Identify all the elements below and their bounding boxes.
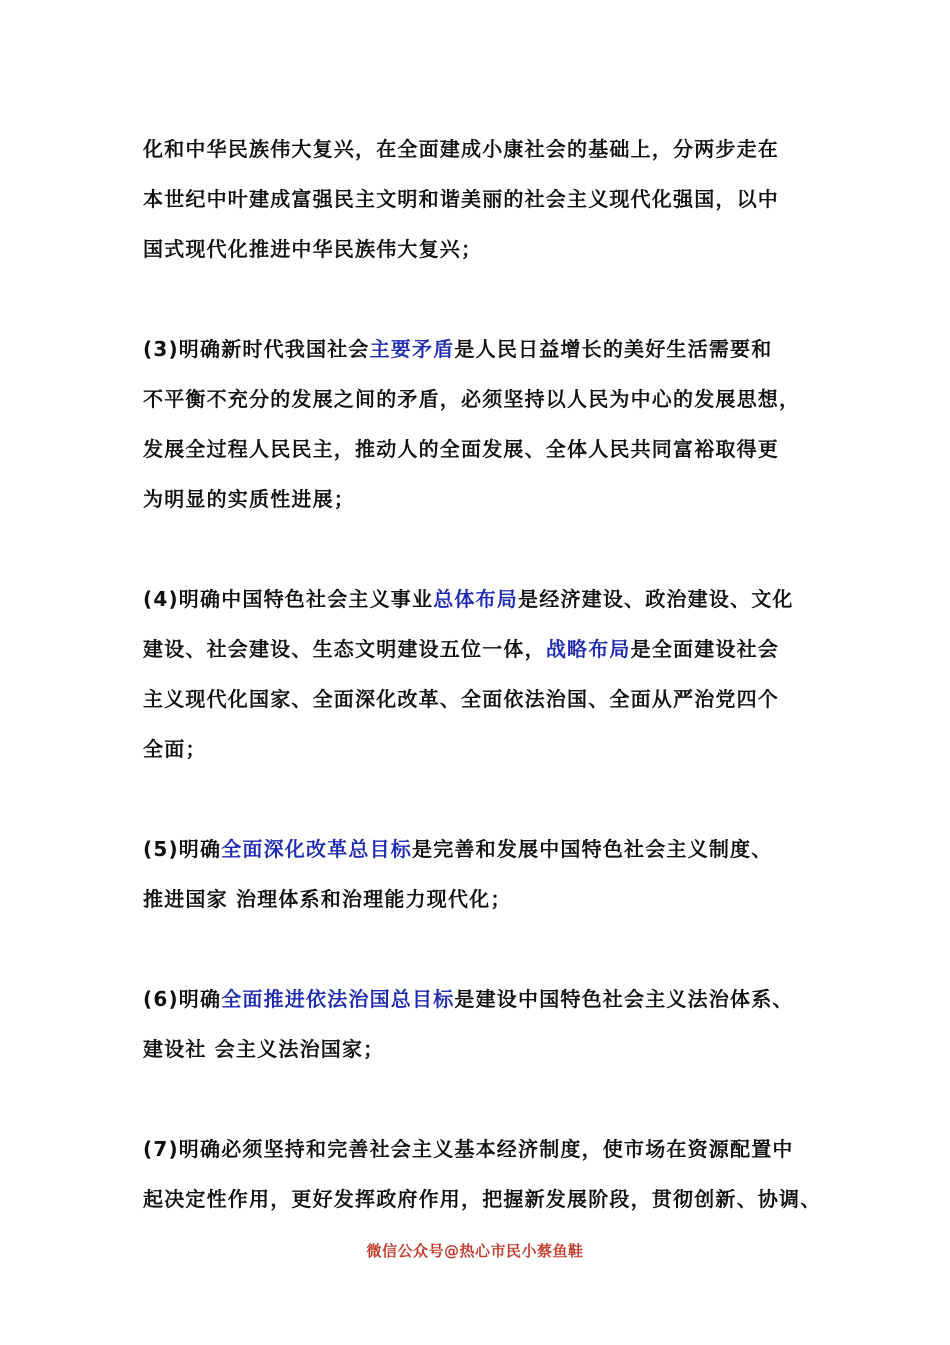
highlight-term-strategic-layout: 战略布局 xyxy=(545,637,631,661)
text-line xyxy=(143,1174,823,1224)
text-line xyxy=(143,224,823,274)
text-line xyxy=(143,624,823,674)
paragraph-4 xyxy=(143,574,823,774)
text-line xyxy=(143,1024,823,1074)
highlight-term-reform-goal: 全面深化改革总目标 xyxy=(221,837,413,861)
text-run: (5)明确 xyxy=(143,837,222,861)
text-run: 是经济建设、政治建设、文化 xyxy=(518,587,794,611)
paragraph-7 xyxy=(143,1124,823,1224)
text-run: 主义现代化国家、全面深化改革、全面依法治国、全面从严治党四个 xyxy=(143,687,779,711)
text-run: (4)明确中国特色社会主义事业 xyxy=(143,587,434,611)
paragraph-6 xyxy=(143,974,823,1074)
text-run: 是完善和发展中国特色社会主义制度、 xyxy=(412,837,773,861)
text-line xyxy=(143,974,823,1024)
watermark-footer: 微信公众号@热心市民小蔡鱼鞋 xyxy=(366,1242,584,1260)
text-line xyxy=(143,324,823,374)
text-run: 为明显的实质性进展； xyxy=(143,487,355,511)
paragraph-1 xyxy=(143,124,823,274)
text-run: 是全面建设社会 xyxy=(630,637,780,661)
text-run: (6)明确 xyxy=(143,987,222,1011)
text-run: 推进国家 治理体系和治理能力现代化； xyxy=(143,887,512,911)
text-line xyxy=(143,674,823,724)
text-line xyxy=(143,174,823,224)
text-line xyxy=(143,374,823,424)
text-line xyxy=(143,724,823,774)
text-run: 不平衡不充分的发展之间的矛盾，必须坚持以人民为中心的发展思想， xyxy=(143,387,801,411)
text-run: 国式现代化推进中华民族伟大复兴； xyxy=(143,237,483,261)
text-line xyxy=(143,474,823,524)
text-run: 建设社 会主义法治国家； xyxy=(143,1037,385,1061)
text-line xyxy=(143,424,823,474)
text-line xyxy=(143,1124,823,1174)
highlight-term-rule-of-law-goal: 全面推进依法治国总目标 xyxy=(221,987,455,1011)
text-line xyxy=(143,824,823,874)
paragraph-3 xyxy=(143,324,823,524)
text-run: 全面； xyxy=(143,737,207,761)
highlight-term-overall-layout: 总体布局 xyxy=(433,587,519,611)
text-run: (3)明确新时代我国社会 xyxy=(143,337,370,361)
text-run: 是人民日益增长的美好生活需要和 xyxy=(454,337,773,361)
highlight-term-main-contradiction: 主要矛盾 xyxy=(369,337,455,361)
text-run: 起决定性作用，更好发挥政府作用，把握新发展阶段，贯彻创新、协调、 xyxy=(143,1187,822,1211)
text-run: 本世纪中叶建成富强民主文明和谐美丽的社会主义现代化强国，以中 xyxy=(143,187,779,211)
text-run: 建设、社会建设、生态文明建设五位一体， xyxy=(143,637,546,661)
document-body xyxy=(143,124,823,1224)
text-run: (7)明确必须坚持和完善社会主义基本经济制度，使市场在资源配置中 xyxy=(143,1137,794,1161)
text-line xyxy=(143,574,823,624)
text-line xyxy=(143,874,823,924)
paragraph-5 xyxy=(143,824,823,924)
text-run: 是建设中国特色社会主义法治体系、 xyxy=(454,987,794,1011)
text-run: 化和中华民族伟大复兴，在全面建成小康社会的基础上，分两步走在 xyxy=(143,137,779,161)
text-run: 发展全过程人民民主，推动人的全面发展、全体人民共同富裕取得更 xyxy=(143,437,779,461)
text-line xyxy=(143,124,823,174)
